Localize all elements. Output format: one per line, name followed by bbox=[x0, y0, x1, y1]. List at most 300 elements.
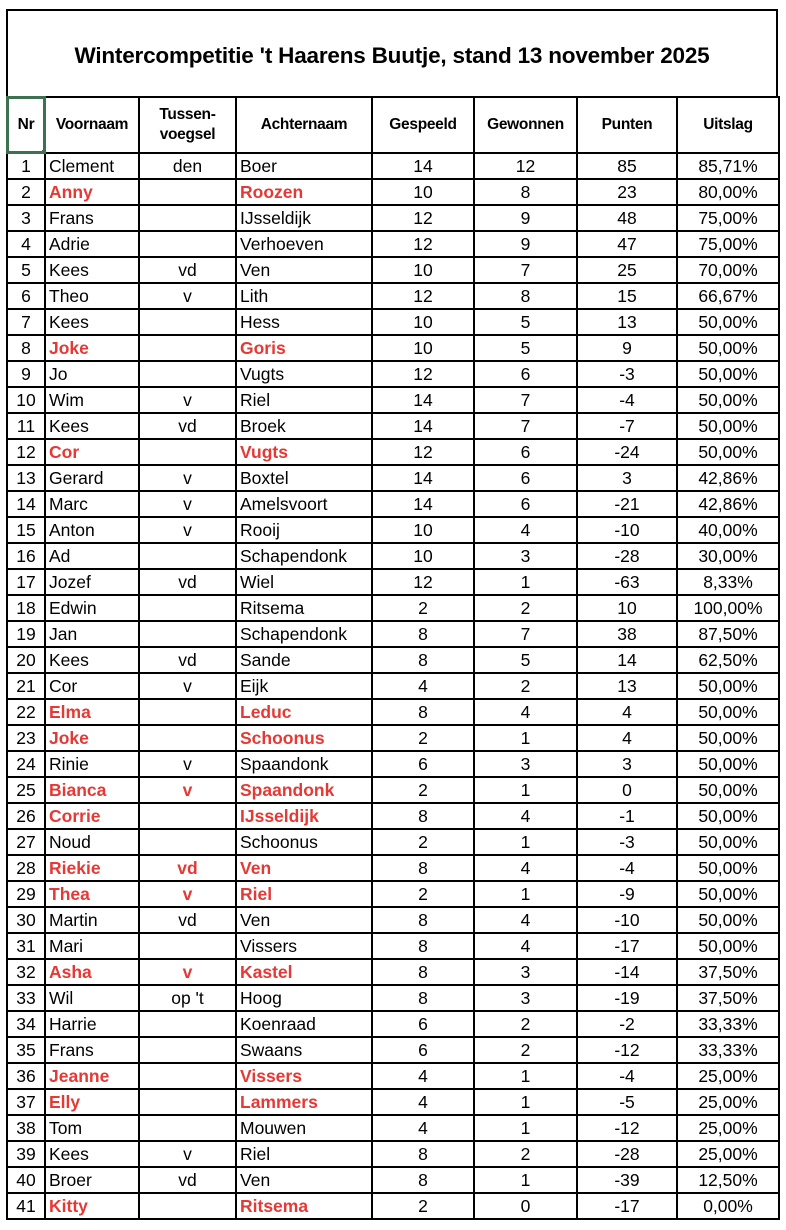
cell-tussenvoegsel[interactable] bbox=[139, 699, 236, 725]
cell-punten[interactable]: 3 bbox=[577, 751, 677, 777]
cell-achternaam[interactable]: Ritsema bbox=[236, 595, 372, 621]
cell-tussenvoegsel[interactable]: v bbox=[139, 777, 236, 803]
cell-uitslag[interactable]: 25,00% bbox=[677, 1063, 779, 1089]
cell-nr[interactable]: 28 bbox=[7, 855, 45, 881]
cell-tussenvoegsel[interactable]: vd bbox=[139, 855, 236, 881]
cell-nr[interactable]: 17 bbox=[7, 569, 45, 595]
cell-achternaam[interactable]: Riel bbox=[236, 1141, 372, 1167]
cell-gewonnen[interactable]: 6 bbox=[474, 439, 577, 465]
cell-uitslag[interactable]: 33,33% bbox=[677, 1011, 779, 1037]
cell-achternaam[interactable]: Schoonus bbox=[236, 725, 372, 751]
cell-punten[interactable]: -7 bbox=[577, 413, 677, 439]
cell-gewonnen[interactable]: 1 bbox=[474, 1167, 577, 1193]
cell-nr[interactable]: 11 bbox=[7, 413, 45, 439]
cell-punten[interactable]: -19 bbox=[577, 985, 677, 1011]
cell-gespeeld[interactable]: 2 bbox=[372, 595, 474, 621]
cell-voornaam[interactable]: Elly bbox=[45, 1089, 139, 1115]
cell-gespeeld[interactable]: 6 bbox=[372, 1011, 474, 1037]
cell-uitslag[interactable]: 12,50% bbox=[677, 1167, 779, 1193]
cell-nr[interactable]: 31 bbox=[7, 933, 45, 959]
header-punten[interactable]: Punten bbox=[577, 97, 677, 153]
cell-gewonnen[interactable]: 6 bbox=[474, 491, 577, 517]
cell-punten[interactable]: 0 bbox=[577, 777, 677, 803]
cell-achternaam[interactable]: Lammers bbox=[236, 1089, 372, 1115]
cell-uitslag[interactable]: 75,00% bbox=[677, 205, 779, 231]
cell-punten[interactable]: 38 bbox=[577, 621, 677, 647]
cell-voornaam[interactable]: Harrie bbox=[45, 1011, 139, 1037]
cell-voornaam[interactable]: Adrie bbox=[45, 231, 139, 257]
cell-voornaam[interactable]: Ad bbox=[45, 543, 139, 569]
cell-tussenvoegsel[interactable]: v bbox=[139, 465, 236, 491]
fill-handle[interactable] bbox=[42, 150, 45, 153]
header-gewonnen[interactable]: Gewonnen bbox=[474, 97, 577, 153]
cell-gewonnen[interactable]: 3 bbox=[474, 543, 577, 569]
cell-punten[interactable]: -24 bbox=[577, 439, 677, 465]
cell-achternaam[interactable]: Boer bbox=[236, 153, 372, 179]
cell-achternaam[interactable]: Lith bbox=[236, 283, 372, 309]
cell-punten[interactable]: -10 bbox=[577, 517, 677, 543]
cell-gespeeld[interactable]: 8 bbox=[372, 985, 474, 1011]
cell-uitslag[interactable]: 50,00% bbox=[677, 673, 779, 699]
cell-nr[interactable]: 19 bbox=[7, 621, 45, 647]
cell-voornaam[interactable]: Martin bbox=[45, 907, 139, 933]
cell-punten[interactable]: -4 bbox=[577, 387, 677, 413]
cell-punten[interactable]: 13 bbox=[577, 673, 677, 699]
cell-gewonnen[interactable]: 6 bbox=[474, 361, 577, 387]
cell-tussenvoegsel[interactable]: v bbox=[139, 517, 236, 543]
cell-nr[interactable]: 14 bbox=[7, 491, 45, 517]
cell-punten[interactable]: -2 bbox=[577, 1011, 677, 1037]
cell-voornaam[interactable]: Asha bbox=[45, 959, 139, 985]
cell-nr[interactable]: 23 bbox=[7, 725, 45, 751]
cell-voornaam[interactable]: Rinie bbox=[45, 751, 139, 777]
cell-gespeeld[interactable]: 12 bbox=[372, 361, 474, 387]
cell-gewonnen[interactable]: 8 bbox=[474, 283, 577, 309]
cell-gewonnen[interactable]: 5 bbox=[474, 647, 577, 673]
cell-achternaam[interactable]: Vugts bbox=[236, 439, 372, 465]
cell-tussenvoegsel[interactable] bbox=[139, 933, 236, 959]
cell-gespeeld[interactable]: 2 bbox=[372, 1193, 474, 1219]
cell-gewonnen[interactable]: 3 bbox=[474, 959, 577, 985]
cell-gewonnen[interactable]: 4 bbox=[474, 699, 577, 725]
cell-punten[interactable]: -63 bbox=[577, 569, 677, 595]
cell-punten[interactable]: 10 bbox=[577, 595, 677, 621]
cell-gespeeld[interactable]: 8 bbox=[372, 1167, 474, 1193]
cell-punten[interactable]: 4 bbox=[577, 725, 677, 751]
cell-voornaam[interactable]: Anny bbox=[45, 179, 139, 205]
cell-achternaam[interactable]: Wiel bbox=[236, 569, 372, 595]
cell-nr[interactable]: 12 bbox=[7, 439, 45, 465]
cell-achternaam[interactable]: Riel bbox=[236, 387, 372, 413]
cell-gewonnen[interactable]: 2 bbox=[474, 673, 577, 699]
cell-gespeeld[interactable]: 10 bbox=[372, 257, 474, 283]
cell-achternaam[interactable]: Kastel bbox=[236, 959, 372, 985]
cell-achternaam[interactable]: Eijk bbox=[236, 673, 372, 699]
cell-tussenvoegsel[interactable] bbox=[139, 231, 236, 257]
cell-gespeeld[interactable]: 14 bbox=[372, 153, 474, 179]
cell-voornaam[interactable]: Theo bbox=[45, 283, 139, 309]
cell-gewonnen[interactable]: 1 bbox=[474, 829, 577, 855]
cell-gespeeld[interactable]: 8 bbox=[372, 621, 474, 647]
cell-uitslag[interactable]: 66,67% bbox=[677, 283, 779, 309]
cell-punten[interactable]: 9 bbox=[577, 335, 677, 361]
cell-gespeeld[interactable]: 14 bbox=[372, 491, 474, 517]
cell-achternaam[interactable]: Verhoeven bbox=[236, 231, 372, 257]
cell-voornaam[interactable]: Tom bbox=[45, 1115, 139, 1141]
cell-achternaam[interactable]: Ven bbox=[236, 257, 372, 283]
cell-achternaam[interactable]: Schoonus bbox=[236, 829, 372, 855]
cell-nr[interactable]: 25 bbox=[7, 777, 45, 803]
cell-uitslag[interactable]: 50,00% bbox=[677, 933, 779, 959]
cell-gewonnen[interactable]: 7 bbox=[474, 387, 577, 413]
cell-nr[interactable]: 37 bbox=[7, 1089, 45, 1115]
cell-uitslag[interactable]: 50,00% bbox=[677, 335, 779, 361]
cell-punten[interactable]: -17 bbox=[577, 1193, 677, 1219]
cell-nr[interactable]: 2 bbox=[7, 179, 45, 205]
cell-tussenvoegsel[interactable] bbox=[139, 1011, 236, 1037]
cell-tussenvoegsel[interactable] bbox=[139, 439, 236, 465]
cell-achternaam[interactable]: Riel bbox=[236, 881, 372, 907]
cell-voornaam[interactable]: Frans bbox=[45, 1037, 139, 1063]
cell-uitslag[interactable]: 50,00% bbox=[677, 907, 779, 933]
cell-achternaam[interactable]: Ven bbox=[236, 855, 372, 881]
cell-uitslag[interactable]: 50,00% bbox=[677, 881, 779, 907]
cell-uitslag[interactable]: 62,50% bbox=[677, 647, 779, 673]
cell-uitslag[interactable]: 80,00% bbox=[677, 179, 779, 205]
cell-tussenvoegsel[interactable] bbox=[139, 1115, 236, 1141]
cell-gespeeld[interactable]: 8 bbox=[372, 959, 474, 985]
cell-punten[interactable]: -10 bbox=[577, 907, 677, 933]
cell-gespeeld[interactable]: 2 bbox=[372, 777, 474, 803]
cell-gewonnen[interactable]: 7 bbox=[474, 413, 577, 439]
cell-achternaam[interactable]: Ven bbox=[236, 1167, 372, 1193]
cell-gewonnen[interactable]: 4 bbox=[474, 855, 577, 881]
cell-gespeeld[interactable]: 14 bbox=[372, 465, 474, 491]
cell-voornaam[interactable]: Kitty bbox=[45, 1193, 139, 1219]
cell-gespeeld[interactable]: 10 bbox=[372, 543, 474, 569]
cell-nr[interactable]: 15 bbox=[7, 517, 45, 543]
cell-achternaam[interactable]: Hess bbox=[236, 309, 372, 335]
cell-voornaam[interactable]: Gerard bbox=[45, 465, 139, 491]
cell-gespeeld[interactable]: 8 bbox=[372, 933, 474, 959]
cell-voornaam[interactable]: Kees bbox=[45, 647, 139, 673]
cell-nr[interactable]: 41 bbox=[7, 1193, 45, 1219]
cell-nr[interactable]: 8 bbox=[7, 335, 45, 361]
cell-voornaam[interactable]: Cor bbox=[45, 439, 139, 465]
cell-uitslag[interactable]: 50,00% bbox=[677, 361, 779, 387]
cell-punten[interactable]: 3 bbox=[577, 465, 677, 491]
cell-gespeeld[interactable]: 8 bbox=[372, 855, 474, 881]
cell-tussenvoegsel[interactable]: op 't bbox=[139, 985, 236, 1011]
cell-punten[interactable]: -9 bbox=[577, 881, 677, 907]
cell-uitslag[interactable]: 42,86% bbox=[677, 491, 779, 517]
cell-voornaam[interactable]: Riekie bbox=[45, 855, 139, 881]
cell-achternaam[interactable]: Hoog bbox=[236, 985, 372, 1011]
cell-gespeeld[interactable]: 4 bbox=[372, 1063, 474, 1089]
cell-tussenvoegsel[interactable]: vd bbox=[139, 907, 236, 933]
cell-achternaam[interactable]: IJsseldijk bbox=[236, 803, 372, 829]
cell-gewonnen[interactable]: 1 bbox=[474, 1115, 577, 1141]
cell-achternaam[interactable]: Boxtel bbox=[236, 465, 372, 491]
cell-tussenvoegsel[interactable] bbox=[139, 621, 236, 647]
cell-gewonnen[interactable]: 2 bbox=[474, 1141, 577, 1167]
cell-achternaam[interactable]: Koenraad bbox=[236, 1011, 372, 1037]
cell-uitslag[interactable]: 50,00% bbox=[677, 803, 779, 829]
cell-tussenvoegsel[interactable] bbox=[139, 1193, 236, 1219]
cell-punten[interactable]: 14 bbox=[577, 647, 677, 673]
cell-gespeeld[interactable]: 2 bbox=[372, 829, 474, 855]
cell-uitslag[interactable]: 25,00% bbox=[677, 1115, 779, 1141]
cell-gespeeld[interactable]: 12 bbox=[372, 569, 474, 595]
cell-nr[interactable]: 36 bbox=[7, 1063, 45, 1089]
cell-nr[interactable]: 22 bbox=[7, 699, 45, 725]
cell-achternaam[interactable]: Sande bbox=[236, 647, 372, 673]
cell-nr[interactable]: 1 bbox=[7, 153, 45, 179]
cell-achternaam[interactable]: Rooij bbox=[236, 517, 372, 543]
cell-voornaam[interactable]: Wil bbox=[45, 985, 139, 1011]
cell-tussenvoegsel[interactable]: v bbox=[139, 673, 236, 699]
cell-tussenvoegsel[interactable] bbox=[139, 179, 236, 205]
cell-voornaam[interactable]: Anton bbox=[45, 517, 139, 543]
cell-tussenvoegsel[interactable]: v bbox=[139, 491, 236, 517]
cell-nr[interactable]: 20 bbox=[7, 647, 45, 673]
cell-tussenvoegsel[interactable]: v bbox=[139, 1141, 236, 1167]
cell-achternaam[interactable]: Amelsvoort bbox=[236, 491, 372, 517]
cell-tussenvoegsel[interactable]: v bbox=[139, 881, 236, 907]
cell-tussenvoegsel[interactable] bbox=[139, 803, 236, 829]
cell-punten[interactable]: -5 bbox=[577, 1089, 677, 1115]
cell-voornaam[interactable]: Jan bbox=[45, 621, 139, 647]
cell-gewonnen[interactable]: 0 bbox=[474, 1193, 577, 1219]
cell-achternaam[interactable]: Ritsema bbox=[236, 1193, 372, 1219]
cell-voornaam[interactable]: Noud bbox=[45, 829, 139, 855]
cell-gewonnen[interactable]: 9 bbox=[474, 231, 577, 257]
cell-uitslag[interactable]: 75,00% bbox=[677, 231, 779, 257]
cell-gewonnen[interactable]: 4 bbox=[474, 907, 577, 933]
cell-gespeeld[interactable]: 12 bbox=[372, 205, 474, 231]
cell-punten[interactable]: -12 bbox=[577, 1115, 677, 1141]
cell-uitslag[interactable]: 37,50% bbox=[677, 959, 779, 985]
cell-nr[interactable]: 38 bbox=[7, 1115, 45, 1141]
cell-uitslag[interactable]: 50,00% bbox=[677, 777, 779, 803]
cell-gewonnen[interactable]: 2 bbox=[474, 1011, 577, 1037]
cell-gewonnen[interactable]: 5 bbox=[474, 335, 577, 361]
cell-punten[interactable]: -4 bbox=[577, 855, 677, 881]
cell-uitslag[interactable]: 87,50% bbox=[677, 621, 779, 647]
cell-gewonnen[interactable]: 7 bbox=[474, 257, 577, 283]
cell-nr[interactable]: 3 bbox=[7, 205, 45, 231]
cell-nr[interactable]: 6 bbox=[7, 283, 45, 309]
cell-punten[interactable]: 85 bbox=[577, 153, 677, 179]
cell-uitslag[interactable]: 70,00% bbox=[677, 257, 779, 283]
cell-achternaam[interactable]: Spaandonk bbox=[236, 777, 372, 803]
cell-punten[interactable]: 4 bbox=[577, 699, 677, 725]
cell-achternaam[interactable]: Leduc bbox=[236, 699, 372, 725]
cell-tussenvoegsel[interactable]: v bbox=[139, 959, 236, 985]
cell-voornaam[interactable]: Jo bbox=[45, 361, 139, 387]
cell-voornaam[interactable]: Wim bbox=[45, 387, 139, 413]
cell-tussenvoegsel[interactable]: vd bbox=[139, 647, 236, 673]
cell-tussenvoegsel[interactable] bbox=[139, 595, 236, 621]
cell-gewonnen[interactable]: 3 bbox=[474, 985, 577, 1011]
cell-uitslag[interactable]: 25,00% bbox=[677, 1141, 779, 1167]
cell-achternaam[interactable]: IJsseldijk bbox=[236, 205, 372, 231]
cell-punten[interactable]: -21 bbox=[577, 491, 677, 517]
cell-punten[interactable]: 13 bbox=[577, 309, 677, 335]
cell-voornaam[interactable]: Kees bbox=[45, 1141, 139, 1167]
cell-voornaam[interactable]: Mari bbox=[45, 933, 139, 959]
cell-achternaam[interactable]: Spaandonk bbox=[236, 751, 372, 777]
cell-tussenvoegsel[interactable] bbox=[139, 725, 236, 751]
cell-gewonnen[interactable]: 4 bbox=[474, 517, 577, 543]
cell-gespeeld[interactable]: 4 bbox=[372, 1089, 474, 1115]
cell-uitslag[interactable]: 50,00% bbox=[677, 751, 779, 777]
cell-tussenvoegsel[interactable] bbox=[139, 205, 236, 231]
cell-tussenvoegsel[interactable] bbox=[139, 335, 236, 361]
cell-uitslag[interactable]: 50,00% bbox=[677, 829, 779, 855]
cell-nr[interactable]: 7 bbox=[7, 309, 45, 335]
cell-voornaam[interactable]: Jozef bbox=[45, 569, 139, 595]
cell-voornaam[interactable]: Elma bbox=[45, 699, 139, 725]
cell-voornaam[interactable]: Kees bbox=[45, 413, 139, 439]
cell-voornaam[interactable]: Joke bbox=[45, 725, 139, 751]
cell-gespeeld[interactable]: 12 bbox=[372, 439, 474, 465]
cell-gewonnen[interactable]: 7 bbox=[474, 621, 577, 647]
cell-tussenvoegsel[interactable] bbox=[139, 1037, 236, 1063]
cell-nr[interactable]: 35 bbox=[7, 1037, 45, 1063]
cell-uitslag[interactable]: 42,86% bbox=[677, 465, 779, 491]
cell-nr[interactable]: 39 bbox=[7, 1141, 45, 1167]
cell-achternaam[interactable]: Ven bbox=[236, 907, 372, 933]
cell-achternaam[interactable]: Schapendonk bbox=[236, 621, 372, 647]
cell-uitslag[interactable]: 50,00% bbox=[677, 725, 779, 751]
cell-nr[interactable]: 33 bbox=[7, 985, 45, 1011]
cell-nr[interactable]: 26 bbox=[7, 803, 45, 829]
cell-uitslag[interactable]: 50,00% bbox=[677, 309, 779, 335]
cell-voornaam[interactable]: Bianca bbox=[45, 777, 139, 803]
cell-achternaam[interactable]: Vugts bbox=[236, 361, 372, 387]
cell-punten[interactable]: 25 bbox=[577, 257, 677, 283]
cell-tussenvoegsel[interactable] bbox=[139, 309, 236, 335]
cell-voornaam[interactable]: Kees bbox=[45, 257, 139, 283]
cell-punten[interactable]: -39 bbox=[577, 1167, 677, 1193]
cell-punten[interactable]: -28 bbox=[577, 1141, 677, 1167]
cell-punten[interactable]: -28 bbox=[577, 543, 677, 569]
header-voornaam[interactable]: Voornaam bbox=[45, 97, 139, 153]
cell-nr[interactable]: 4 bbox=[7, 231, 45, 257]
cell-gewonnen[interactable]: 1 bbox=[474, 881, 577, 907]
cell-nr[interactable]: 10 bbox=[7, 387, 45, 413]
cell-tussenvoegsel[interactable]: den bbox=[139, 153, 236, 179]
cell-punten[interactable]: 47 bbox=[577, 231, 677, 257]
cell-gespeeld[interactable]: 14 bbox=[372, 387, 474, 413]
cell-gewonnen[interactable]: 6 bbox=[474, 465, 577, 491]
cell-uitslag[interactable]: 50,00% bbox=[677, 699, 779, 725]
cell-gewonnen[interactable]: 1 bbox=[474, 1063, 577, 1089]
cell-gespeeld[interactable]: 14 bbox=[372, 413, 474, 439]
cell-nr[interactable]: 27 bbox=[7, 829, 45, 855]
cell-nr[interactable]: 9 bbox=[7, 361, 45, 387]
cell-gespeeld[interactable]: 8 bbox=[372, 1141, 474, 1167]
cell-voornaam[interactable]: Broer bbox=[45, 1167, 139, 1193]
cell-gewonnen[interactable]: 1 bbox=[474, 725, 577, 751]
cell-tussenvoegsel[interactable]: v bbox=[139, 751, 236, 777]
cell-nr[interactable]: 21 bbox=[7, 673, 45, 699]
cell-voornaam[interactable]: Kees bbox=[45, 309, 139, 335]
cell-punten[interactable]: -17 bbox=[577, 933, 677, 959]
cell-uitslag[interactable]: 50,00% bbox=[677, 413, 779, 439]
cell-achternaam[interactable]: Mouwen bbox=[236, 1115, 372, 1141]
cell-punten[interactable]: -14 bbox=[577, 959, 677, 985]
cell-gespeeld[interactable]: 8 bbox=[372, 699, 474, 725]
cell-gewonnen[interactable]: 9 bbox=[474, 205, 577, 231]
cell-nr[interactable]: 13 bbox=[7, 465, 45, 491]
cell-uitslag[interactable]: 85,71% bbox=[677, 153, 779, 179]
cell-nr[interactable]: 30 bbox=[7, 907, 45, 933]
cell-nr[interactable]: 29 bbox=[7, 881, 45, 907]
cell-uitslag[interactable]: 8,33% bbox=[677, 569, 779, 595]
cell-punten[interactable]: -3 bbox=[577, 361, 677, 387]
cell-punten[interactable]: -4 bbox=[577, 1063, 677, 1089]
cell-tussenvoegsel[interactable]: vd bbox=[139, 257, 236, 283]
cell-tussenvoegsel[interactable] bbox=[139, 829, 236, 855]
cell-gewonnen[interactable]: 4 bbox=[474, 803, 577, 829]
header-tussenvoegsel[interactable] bbox=[139, 97, 236, 153]
cell-achternaam[interactable]: Broek bbox=[236, 413, 372, 439]
header-gespeeld[interactable]: Gespeeld bbox=[372, 97, 474, 153]
cell-gewonnen[interactable]: 1 bbox=[474, 777, 577, 803]
cell-voornaam[interactable]: Frans bbox=[45, 205, 139, 231]
cell-punten[interactable]: -12 bbox=[577, 1037, 677, 1063]
cell-punten[interactable]: -3 bbox=[577, 829, 677, 855]
cell-voornaam[interactable]: Jeanne bbox=[45, 1063, 139, 1089]
cell-gewonnen[interactable]: 5 bbox=[474, 309, 577, 335]
cell-gespeeld[interactable]: 8 bbox=[372, 803, 474, 829]
cell-gespeeld[interactable]: 12 bbox=[372, 231, 474, 257]
cell-nr[interactable]: 16 bbox=[7, 543, 45, 569]
cell-nr[interactable]: 24 bbox=[7, 751, 45, 777]
cell-gespeeld[interactable]: 2 bbox=[372, 881, 474, 907]
cell-gewonnen[interactable]: 3 bbox=[474, 751, 577, 777]
header-nr-selected-cell[interactable] bbox=[7, 97, 45, 153]
cell-gespeeld[interactable]: 4 bbox=[372, 1115, 474, 1141]
cell-gespeeld[interactable]: 10 bbox=[372, 517, 474, 543]
cell-uitslag[interactable]: 33,33% bbox=[677, 1037, 779, 1063]
cell-voornaam[interactable]: Joke bbox=[45, 335, 139, 361]
cell-gespeeld[interactable]: 8 bbox=[372, 907, 474, 933]
cell-punten[interactable]: 23 bbox=[577, 179, 677, 205]
cell-gespeeld[interactable]: 10 bbox=[372, 309, 474, 335]
cell-uitslag[interactable]: 25,00% bbox=[677, 1089, 779, 1115]
cell-uitslag[interactable]: 100,00% bbox=[677, 595, 779, 621]
cell-achternaam[interactable]: Vissers bbox=[236, 1063, 372, 1089]
cell-gewonnen[interactable]: 2 bbox=[474, 1037, 577, 1063]
cell-gespeeld[interactable]: 10 bbox=[372, 335, 474, 361]
cell-tussenvoegsel[interactable]: v bbox=[139, 283, 236, 309]
cell-tussenvoegsel[interactable] bbox=[139, 543, 236, 569]
cell-voornaam[interactable]: Thea bbox=[45, 881, 139, 907]
cell-tussenvoegsel[interactable]: vd bbox=[139, 413, 236, 439]
title-cell[interactable] bbox=[6, 9, 778, 96]
cell-achternaam[interactable]: Swaans bbox=[236, 1037, 372, 1063]
cell-achternaam[interactable]: Schapendonk bbox=[236, 543, 372, 569]
cell-gespeeld[interactable]: 2 bbox=[372, 725, 474, 751]
cell-gespeeld[interactable]: 8 bbox=[372, 647, 474, 673]
header-uitslag[interactable]: Uitslag bbox=[677, 97, 779, 153]
cell-nr[interactable]: 40 bbox=[7, 1167, 45, 1193]
cell-uitslag[interactable]: 37,50% bbox=[677, 985, 779, 1011]
cell-punten[interactable]: 48 bbox=[577, 205, 677, 231]
